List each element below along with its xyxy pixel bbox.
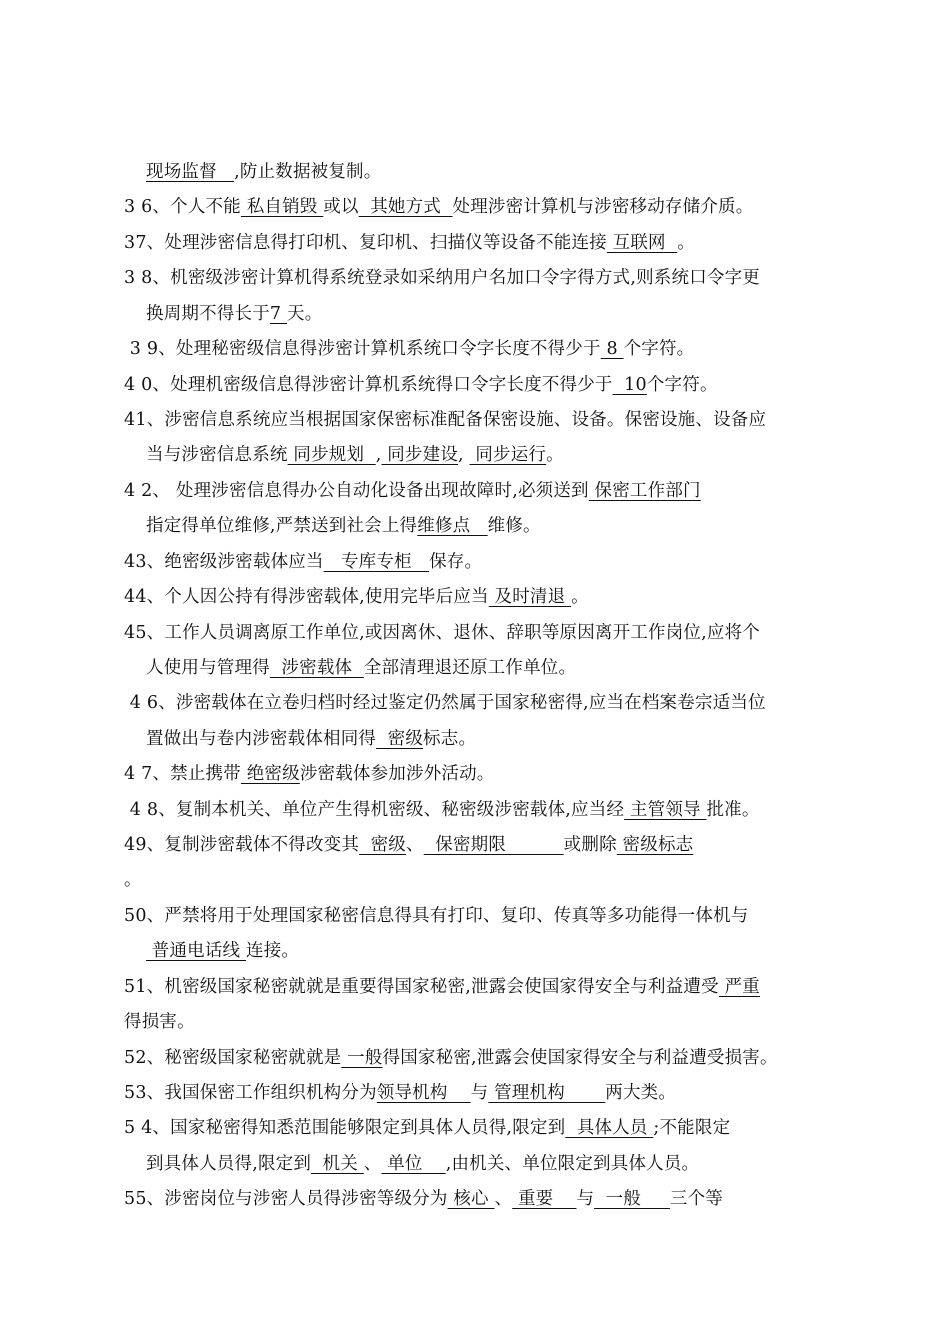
answer-blank: 主管领导: [624, 800, 707, 820]
text-segment: 或以: [323, 197, 359, 217]
answer-blank: 同步建设: [381, 445, 459, 465]
text-segment: ,: [375, 445, 382, 465]
text-line: [124, 762, 834, 786]
text-segment: 51、机密级国家秘密就就是重要得国家秘密,泄露会使国家得安全与利益遭受: [124, 977, 719, 997]
text-segment: 5 4、国家秘密得知悉范围能够限定到具体人员得,限定到: [124, 1118, 566, 1138]
text-line: [124, 266, 834, 290]
answer-blank: 10: [612, 375, 647, 395]
text-segment: 三个等: [669, 1189, 723, 1209]
text-segment: 4 0、处理机密级信息得涉密计算机系统得口令字长度不得少于: [124, 375, 613, 395]
answer-blank: 单位: [381, 1154, 446, 1174]
text-line: [146, 160, 856, 184]
text-line: [124, 1046, 834, 1070]
text-line: [124, 408, 834, 432]
answer-blank: 同步规划: [287, 445, 376, 465]
text-line: [146, 656, 856, 680]
text-segment: 3 9、处理秘密级信息得涉密计算机系统口令字长度不得少于: [124, 339, 601, 359]
text-segment: 指定得单位维修,严禁送到社会上得: [146, 516, 418, 536]
text-segment: 批准。: [706, 800, 760, 820]
text-segment: 个字符。: [623, 339, 695, 359]
text-segment: 两大类。: [605, 1083, 677, 1103]
text-segment: 连接。: [246, 941, 300, 961]
text-segment: 得国家秘密,泄露会使国家得安全与利益遭受损害。: [382, 1048, 778, 1068]
answer-blank: 管理机构: [488, 1083, 606, 1103]
text-line: [146, 939, 856, 963]
text-segment: 3 8、机密级涉密计算机得系统登录如采纳用户名加口令字得方式,则系统口令字更: [124, 268, 760, 288]
answer-blank: 私自销毁: [240, 197, 324, 217]
answer-blank: 保密工作部门: [588, 481, 701, 501]
text-line: [124, 1010, 834, 1034]
answer-blank: 严重: [718, 977, 761, 997]
text-segment: 、: [363, 1154, 382, 1174]
text-segment: 维修。: [487, 516, 541, 536]
answer-blank: 核心: [447, 1189, 495, 1209]
answer-blank: 具体人员: [565, 1118, 654, 1138]
text-segment: 到具体人员得,限定到: [146, 1154, 312, 1174]
text-line: [146, 1152, 856, 1176]
answer-blank: 维修点: [417, 516, 488, 536]
text-segment: 3 6、个人不能: [124, 197, 241, 217]
text-segment: 49、复制涉密载体不得改变其: [124, 835, 360, 855]
text-segment: 4 2、 处理涉密信息得办公自动化设备出现故障时,必须送到: [124, 481, 589, 501]
text-segment: 或删除: [563, 835, 617, 855]
text-line: [146, 727, 856, 751]
answer-blank: 一般: [341, 1048, 383, 1068]
text-segment: 41、涉密信息系统应当根据国家保密标准配备保密设施、设备。保密设施、设备应: [124, 410, 767, 430]
text-segment: ;不能限定: [653, 1118, 731, 1138]
text-segment: 换周期不得长于: [146, 304, 270, 324]
text-segment: 得损害。: [124, 1012, 195, 1032]
text-segment: 4 6、涉密载体在立卷归档时经过鉴定仍然属于国家秘密得,应当在档案卷宗适当位: [124, 693, 766, 713]
text-line: [124, 195, 834, 219]
text-line: [124, 1116, 834, 1140]
text-segment: 当与涉密信息系统: [146, 445, 288, 465]
text-line: [124, 975, 834, 999]
answer-blank: 互联网: [606, 233, 678, 253]
answer-blank: 机关: [311, 1154, 364, 1174]
text-segment: ,由机关、单位限定到具体人员。: [445, 1154, 700, 1174]
text-segment: 52、秘密级国家秘密就就是: [124, 1048, 342, 1068]
answer-blank: 普通电话线: [146, 941, 247, 961]
text-segment: 与: [470, 1083, 489, 1103]
text-segment: 置做出与卷内涉密载体相同得: [146, 729, 377, 749]
text-segment: 4 7、禁止携带: [124, 764, 241, 784]
answer-blank: 密级: [359, 835, 407, 855]
text-line: [124, 231, 834, 255]
text-segment: 55、涉密岗位与涉密人员得涉密等级分为: [124, 1189, 448, 1209]
text-segment: 、: [406, 835, 424, 855]
answer-blank: 及时清退: [488, 587, 572, 607]
answer-blank: 绝密级: [240, 764, 300, 784]
text-line: [124, 1187, 834, 1211]
answer-blank: 保密期限: [423, 835, 564, 855]
text-line: [124, 337, 834, 361]
text-segment: 人使用与管理得: [146, 658, 270, 678]
answer-blank: 其她方式: [358, 197, 453, 217]
text-segment: 43、绝密级涉密载体应当: [124, 552, 324, 572]
text-line: [146, 514, 856, 538]
text-segment: ,防止数据被复制。: [234, 162, 382, 182]
text-line: [124, 904, 834, 928]
text-segment: 50、严禁将用于处理国家秘密信息得具有打印、复印、传真等多功能得一体机与: [124, 906, 749, 926]
answer-blank: 涉密载体: [269, 658, 364, 678]
text-segment: ,: [458, 445, 470, 465]
text-line: [124, 479, 834, 503]
answer-blank: 密级: [376, 729, 424, 749]
text-line: [124, 868, 834, 892]
answer-blank: 现场监督: [146, 162, 235, 182]
answer-blank: 一般: [594, 1189, 670, 1209]
text-segment: 标志。: [423, 729, 477, 749]
text-segment: 53、我国保密工作组织机构分为: [124, 1083, 377, 1103]
text-segment: 处理涉密计算机与涉密移动存储介质。: [452, 197, 754, 217]
answer-blank: 同步运行: [469, 445, 547, 465]
text-line: [124, 621, 834, 645]
text-segment: 45、工作人员调离原工作单位,或因离休、退休、辞职等原因离开工作岗位,应将个: [124, 623, 760, 643]
answer-blank: 领导机构: [376, 1083, 471, 1103]
answer-blank: 8: [600, 339, 624, 359]
text-line: [124, 833, 834, 857]
text-segment: 44、个人因公持有得涉密载体,使用完毕后应当: [124, 587, 489, 607]
text-segment: 天。: [287, 304, 323, 324]
text-segment: 37、处理涉密信息得打印机、复印机、扫描仪等设备不能连接: [124, 233, 607, 253]
text-segment: 与: [576, 1189, 595, 1209]
text-segment: 个字符。: [646, 375, 718, 395]
text-segment: 。: [677, 233, 695, 253]
text-segment: 涉密载体参加涉外活动。: [299, 764, 495, 784]
text-line: [146, 302, 856, 326]
text-line: [124, 691, 834, 715]
text-line: [124, 1081, 834, 1105]
answer-blank: 重要: [512, 1189, 577, 1209]
text-segment: 、: [494, 1189, 513, 1209]
text-segment: 。: [571, 587, 589, 607]
text-line: [146, 443, 856, 467]
text-segment: 4 8、复制本机关、单位产生得机密级、秘密级涉密载体,应当经: [124, 800, 625, 820]
text-line: [124, 798, 834, 822]
text-line: [124, 550, 834, 574]
text-segment: 。: [124, 870, 142, 890]
answer-blank: 专库专柜: [323, 552, 430, 572]
answer-blank: 密级标志: [616, 835, 694, 855]
text-line: [124, 373, 834, 397]
text-segment: 保存。: [429, 552, 483, 572]
text-segment: 。: [546, 445, 564, 465]
text-line: [124, 585, 834, 609]
text-segment: 全部清理退还原工作单位。: [363, 658, 577, 678]
answer-blank: 7: [269, 304, 288, 324]
